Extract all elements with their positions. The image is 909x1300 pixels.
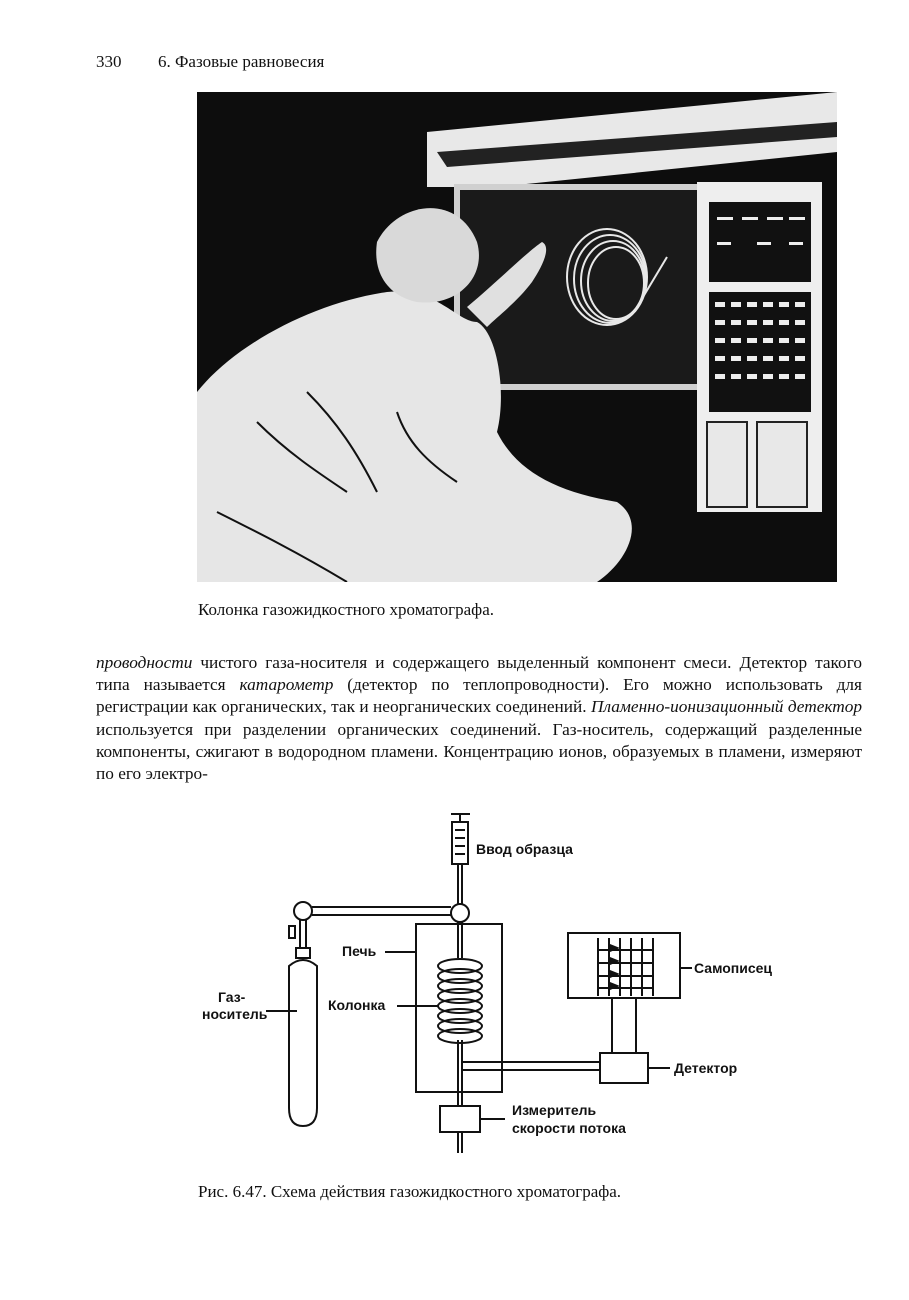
label-detector: Детектор (674, 1060, 738, 1076)
page-number: 330 (96, 52, 122, 71)
label-flow-meter-2: скорости потока (512, 1120, 626, 1136)
label-sample-inlet: Ввод образца (476, 841, 573, 857)
chromatograph-photo (197, 92, 837, 582)
paragraph-text-3: используется при разделении органических соединений. Газ-носитель, содержащий разделенные компоненты, сжигают в водородном пламени. Концентрацию ионов, образуемых в пламени, измеряют по его электро- (96, 719, 862, 784)
term-conductivity: проводности (96, 653, 193, 672)
paragraph-text-1: чистого газа-носителя и содержащего выделенный компонент смеси. Детектор такого типа называется (96, 653, 862, 695)
label-carrier-gas-1: Газ- (218, 989, 246, 1005)
photo-caption: Колонка газожидкостного хроматографа. (198, 600, 494, 619)
label-carrier-gas-2: носитель (202, 1006, 268, 1022)
label-recorder: Самописец (694, 960, 773, 976)
page-header (96, 52, 324, 72)
chapter-title: 6. Фазовые равновесия (158, 52, 325, 71)
chromatograph-schematic (200, 808, 780, 1163)
label-oven: Печь (342, 943, 377, 959)
label-flow-meter-1: Измеритель (512, 1102, 597, 1118)
paragraph-text-2: (детектор по теплопроводности). Его можно использовать для регистрации как органических, так и неорганических соединений. (96, 675, 863, 717)
term-fid: Пламенно-ионизационный детектор (591, 697, 862, 717)
figure-caption: Рис. 6.47. Схема действия газожидкостного хроматографа. (198, 1182, 622, 1201)
term-katharometer: катарометр (239, 675, 334, 695)
body-paragraph (96, 652, 862, 785)
label-column: Колонка (328, 997, 386, 1013)
